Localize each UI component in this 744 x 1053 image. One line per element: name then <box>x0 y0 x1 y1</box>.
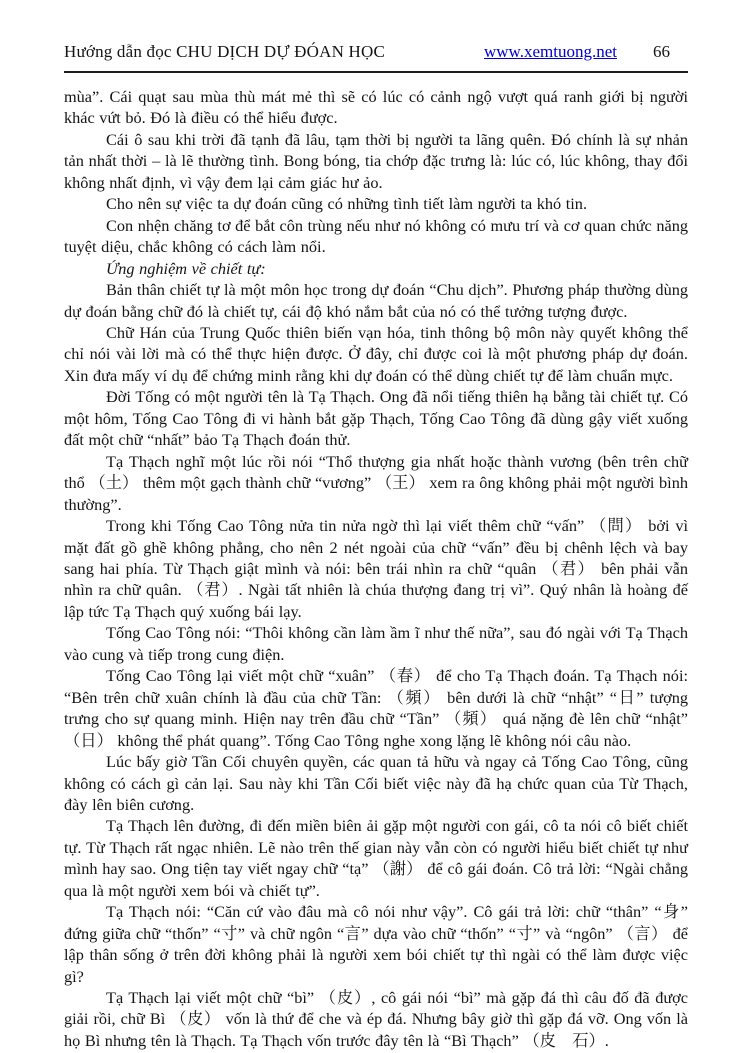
paragraph: Tạ Thạch lên đường, đi đến miền biên ải gặp một người con gái, cô ta nói cô biết chiết tự. Từ Thạch rất ngạc nhiên. Lẽ nào trên thế gian này vẫn còn có người hiểu biết chiết tự như mình hay sao. Ong tiện tay viết ngay chữ “tạ” （謝） để cô gái đoán. Cô trả lời: “Ngài chẳng qua là một người xem bói và chiết tự”. <box>64 816 688 900</box>
paragraph: Bản thân chiết tự là một môn học trong dự đoán “Chu dịch”. Phương pháp thường dùng dự đoán bằng chữ đó là chiết tự, cái độ khó nắm bắt của nó có thể tưởng tượng được. <box>64 280 688 321</box>
page-title: Hướng dẫn đọc CHU DỊCH DỰ ĐÓAN HỌC <box>64 42 386 61</box>
header-right-group <box>484 42 688 62</box>
page-number: 66 <box>653 42 670 61</box>
paragraph: Chữ Hán của Trung Quốc thiên biến vạn hóa, tinh thông bộ môn này quyết không thể chỉ nói vài lời mà có thể thực hiện được. Ở đây, chỉ được coi là một phương pháp dự đoán. Xin đưa mấy ví dụ để chứng minh rằng khi dự đoán có thể dùng chiết tự để làm chuẩn mực. <box>64 322 688 385</box>
paragraph: Tống Cao Tông lại viết một chữ “xuân” （春） để cho Tạ Thạch đoán. Tạ Thạch nói: “Bên trên chữ xuân chính là đầu của chữ Tần: （頻） bên dưới là chữ “nhật” “日” tượng trưng cho sự quang minh. Hiện nay trên đầu chữ “Tần” （頻） quá nặng đè lên chữ “nhật” （日） không thể phát quang”. Tống Cao Tông nghe xong lặng lẽ không nói câu nào. <box>64 666 688 750</box>
section-heading: Ứng nghiệm về chiết tự: <box>106 258 266 278</box>
paragraph: Đời Tống có một người tên là Tạ Thạch. Ong đã nổi tiếng thiên hạ bằng tài chiết tự. Có một hôm, Tống Cao Tông đi vi hành bắt gặp Thạch, Tống Cao Tông đã dùng gậy viết xuống đất một chữ “nhất” bảo Tạ Thạch đoán thử. <box>64 387 688 450</box>
paragraph: Lúc bấy giờ Tần Cối chuyên quyền, các quan tả hữu và ngay cả Tống Cao Tông, cũng không có cách gì cản lại. Sau này khi Tần Cối biết việc này đã hạ chức quan của Từ Thạch, đày lên biên cương. <box>64 752 688 814</box>
website-link[interactable]: www.xemtuong.net <box>484 42 617 61</box>
paragraph: Tạ Thạch nghĩ một lúc rồi nói “Thổ thượng gia nhất hoặc thành vương (bên trên chữ thổ （土） thêm một gạch thành chữ “vương” （王） xem ra ông không phải một người bình thường”. <box>64 451 688 514</box>
paragraph: Tạ Thạch nói: “Căn cứ vào đâu mà cô nói như vậy”. Cô gái trả lời: chữ “thân” “身” đứng giữa chữ “thốn” “寸” và chữ ngôn “言” dựa vào chữ “thốn” “寸” và “ngôn” （言） để lập thân sống ở trên đời không phải là người xem bói chiết tự thì ngài có thể làm được việc gì? <box>64 902 688 986</box>
paragraph: Cái ô sau khi trời đã tạnh đã lâu, tạm thời bị người ta lãng quên. Đó chính là sự nhản tản nhất thời – là lẽ thường tình. Bong bóng, tia chớp đặc trưng là: lúc có, lúc không, thay đổi không nhất định, vì vậy đem lại cảm giác hư ảo. <box>64 129 688 192</box>
page-header <box>64 42 688 62</box>
paragraph: Cho nên sự việc ta dự đoán cũng có những tình tiết làm người ta khó tin. <box>106 194 588 214</box>
paragraph: Tạ Thạch lại viết một chữ “bì” （皮）, cô gái nói “bì” mà gặp đá thì câu đố đã được giải rồi, chữ Bì （皮） vốn là thứ để che và ép đá. Nhưng bây giờ thì gặp đá vỡ. Ong vốn là họ Bì nhưng tên là Thạch. Tạ Thạch vốn trước đây tên là “Bì Thạch” （皮 石）. <box>64 988 688 1050</box>
paragraph: Con nhện chăng tơ để bắt côn trùng nếu như nó không có mưu trí và cơ quan chức năng tuyệt diệu, chắc không có cách làm nổi. <box>64 215 688 257</box>
document-body <box>64 73 688 1051</box>
paragraph: Tống Cao Tông nói: “Thôi không cần làm ầm ĩ như thế nữa”, sau đó ngài với Tạ Thạch vào cung và tiếp trong cung điện. <box>64 623 688 664</box>
paragraph: mùa”. Cái quạt sau mùa thù mát mẻ thì sẽ có lúc có cảnh ngộ vượt quá ranh giới bị người khác vứt bỏ. Đó là điều có thể hiểu được. <box>64 87 688 128</box>
paragraph: Trong khi Tống Cao Tông nửa tin nửa ngờ thì lại viết thêm chữ “vấn” （問） bởi vì mặt đất gồ ghề không phẳng, cho nên 2 nét ngoài của chữ “vấn” đều bị chênh lệch và bay sang hai phía. Từ Thạch giật mình và nói: bên trái nhìn ra chữ “quân （君） bên phải vẫn nhìn ra chữ quân. （君）. Ngài tất nhiên là chúa thượng đang trị vì”. Quý nhân là hoàng đế lập tức Tạ Thạch quý xuống bái lạy. <box>64 516 688 621</box>
